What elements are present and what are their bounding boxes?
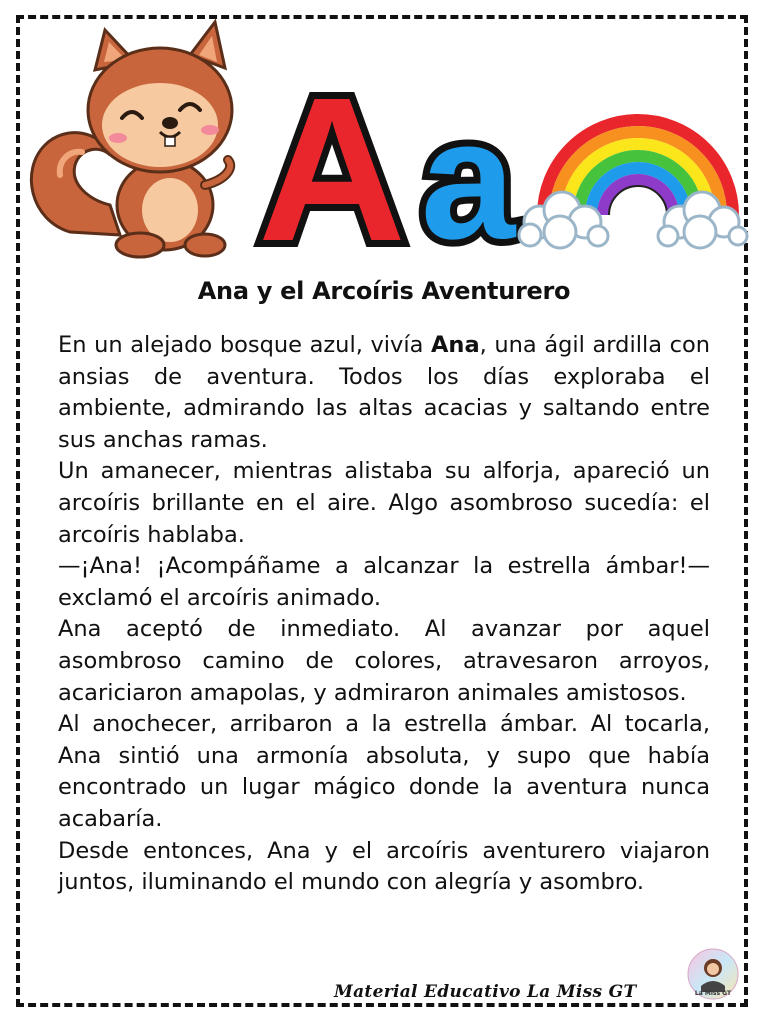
letter-a-uppercase-text: A [257, 55, 407, 270]
story-title: Ana y el Arcoíris Aventurero [197, 277, 571, 305]
footer-credit: Material Educativo La Miss GT [334, 982, 637, 1002]
header-illustration [0, 0, 768, 270]
story-paragraph-1 [58, 330, 710, 456]
story-paragraph-4: Ana aceptó de inmediato. Al avanzar por aquel asombroso camino de colores, atravesaron arroyos, acariciaron amapolas, y admiraron animales amistosos. [58, 616, 710, 706]
squirrel-illustration [31, 22, 232, 257]
letter-a-lowercase [421, 85, 517, 270]
story-paragraph-3: —¡Ana! ¡Acompáñame a alcanzar la estrella ámbar!— exclamó el arcoíris animado. [58, 553, 710, 611]
story-p1-name: Ana [431, 332, 480, 358]
story-p1-end: , una ágil ardilla con ansias de aventura. Todos los días exploraba el ambiente, admirando las altas acacias y saltando entre sus anchas ramas. [58, 332, 711, 453]
story-paragraph-6: Desde entonces, Ana y el arcoíris aventurero viajaron juntos, iluminando el mundo con alegría y asombro. [58, 837, 710, 896]
letter-a-lowercase-text: a [420, 85, 516, 270]
logo-text: La Miss GT [694, 990, 732, 997]
story-p1-start: En un alejado bosque azul, vivía [58, 332, 432, 358]
letter-a-uppercase [258, 55, 406, 270]
la-miss-gt-logo [687, 948, 739, 1000]
story-text [58, 330, 710, 899]
story-paragraph-5: Al anochecer, arribaron a la estrella ámbar. Al tocarla, Ana sintió una armonía absoluta, y supo que había encontrado un lugar mágico donde la aventura nunca acabaría. [58, 711, 710, 832]
rainbow-illustration [519, 117, 747, 248]
story-paragraph-2: Un amanecer, mientras alistaba su alforja, apareció un arcoíris brillante en el aire. Algo asombroso sucedía: el arcoíris hablaba. [58, 458, 710, 548]
